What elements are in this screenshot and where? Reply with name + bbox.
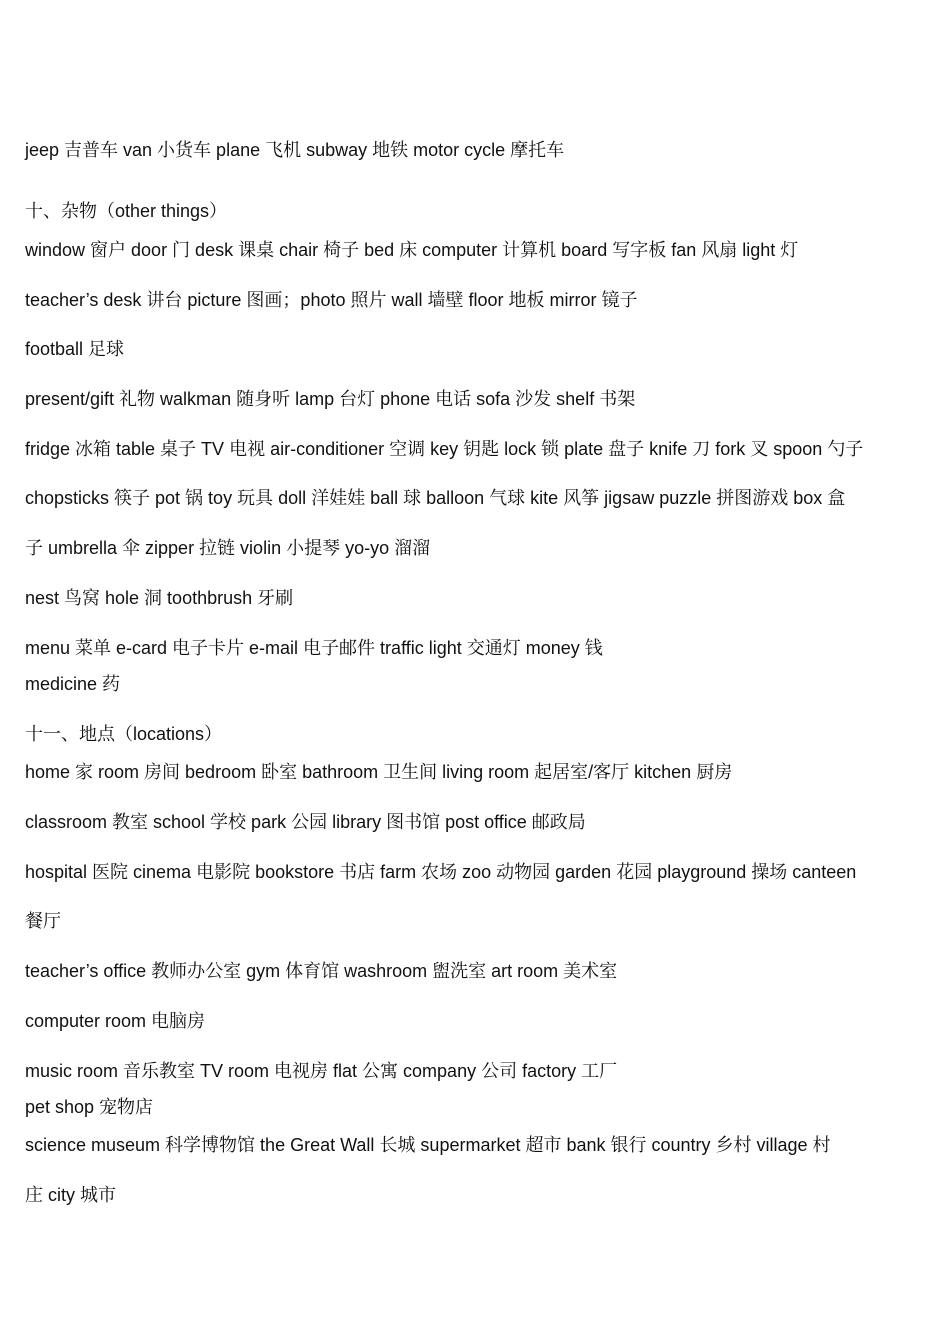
text-line: nest 鸟窝 hole 洞 toothbrush 牙刷 <box>25 588 294 608</box>
text-line: medicine 药 <box>25 674 121 694</box>
section-heading-other-things: 十、杂物（other things） <box>25 201 228 221</box>
text-line: music room 音乐教室 TV room 电视房 flat 公寓 company 公司 factory 工厂 <box>25 1061 618 1081</box>
text-line: science museum 科学博物馆 the Great Wall 长城 supermarket 超市 bank 银行 country 乡村 village 村 <box>25 1135 831 1155</box>
text-line: present/gift 礼物 walkman 随身听 lamp 台灯 phone 电话 sofa 沙发 shelf 书架 <box>25 389 636 409</box>
text-line-vehicles: jeep 吉普车 van 小货车 plane 飞机 subway 地铁 motor cycle 摩托车 <box>25 140 565 160</box>
text-line: window 窗户 door 门 desk 课桌 chair 椅子 bed 床 computer 计算机 board 写字板 fan 风扇 light 灯 <box>25 240 799 260</box>
text-line: pet shop 宠物店 <box>25 1097 154 1117</box>
text-line: hospital 医院 cinema 电影院 bookstore 书店 farm 农场 zoo 动物园 garden 花园 playground 操场 canteen <box>25 862 857 882</box>
text-line: teacher’s desk 讲台 picture 图画；photo 照片 wall 墙壁 floor 地板 mirror 镜子 <box>25 290 638 310</box>
text-line: 餐厅 <box>25 911 61 931</box>
section-heading-locations: 十一、地点（locations） <box>25 724 223 744</box>
text-line: teacher’s office 教师办公室 gym 体育馆 washroom 盥洗室 art room 美术室 <box>25 961 618 981</box>
text-line: menu 菜单 e-card 电子卡片 e-mail 电子邮件 traffic light 交通灯 money 钱 <box>25 638 603 658</box>
text-line: football 足球 <box>25 339 125 359</box>
text-line: computer room 电脑房 <box>25 1011 206 1031</box>
text-line: 子 umbrella 伞 zipper 拉链 violin 小提琴 yo-yo 溜溜 <box>25 538 431 558</box>
text-line: home 家 room 房间 bedroom 卧室 bathroom 卫生间 living room 起居室/客厅 kitchen 厨房 <box>25 762 733 782</box>
text-line: 庄 city 城市 <box>25 1185 117 1205</box>
text-line: classroom 教室 school 学校 park 公园 library 图书馆 post office 邮政局 <box>25 812 586 832</box>
text-line: chopsticks 筷子 pot 锅 toy 玩具 doll 洋娃娃 ball 球 balloon 气球 kite 风筝 jigsaw puzzle 拼图游戏 box 盒 <box>25 488 846 508</box>
text-line: fridge 冰箱 table 桌子 TV 电视 air-conditioner 空调 key 钥匙 lock 锁 plate 盘子 knife 刀 fork 叉 spoon 勺子 <box>25 439 864 459</box>
